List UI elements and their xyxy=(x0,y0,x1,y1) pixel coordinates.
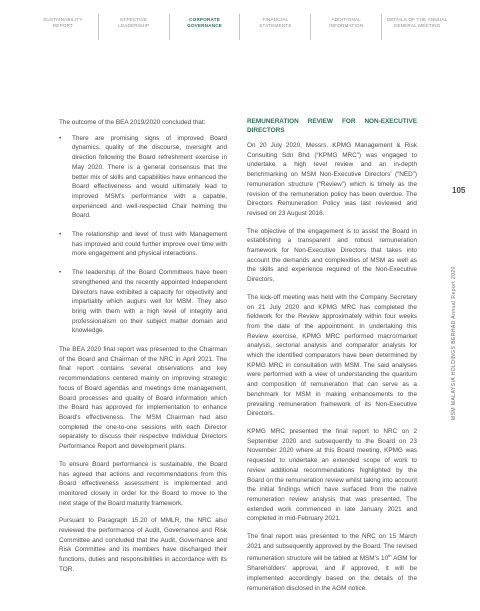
left-column xyxy=(59,118,227,583)
nav-agm-details[interactable]: DETAILS OF THE ANNUAL GENERAL MEETING xyxy=(381,14,452,40)
nav-corporate-governance[interactable]: CORPORATE GOVERNANCE xyxy=(169,14,240,40)
final-report-approval-paragraph: The final report was presented to the NRC on 15 March 2021 and subsequently approved by the Board. The revised remuneration structure will be tabled at MSM’s 10th AGM for Shareholders’ approval, and if approved, it will be implemented accordingly based on the details of the remuneration disclosed in the AGM notice. xyxy=(247,533,418,592)
kpmg-engagement-paragraph: On 20 July 2020, Messrs. KPMG Management & Risk Consulting Sdn Bhd (“KPMG MRC”) was engaged to undertake a high level review and an in-depth benchmarking on MSM Non-Executive Directors’ (“NED”) remuneration structure (“Review”) which is timely as the revision of the remuneration policy has been overdue. The Directors Remuneration Policy was last reviewed and revised on 23 August 2016. xyxy=(247,142,417,217)
right-column xyxy=(247,118,417,601)
final-report-presentation-paragraph: KPMG MRC presented the final report to NRC on 2 September 2020 and subsequently to the Board on 23 November 2020 where at this Board meeting, KPMG was requested to undertake an extended scope of work to review additional recommendations highlighted by the Board on the remuneration review whilst taking into account the initial findings which have surfaced from the native remuneration review analysis that was presented. The extended work commenced in late January 2021 and completed in mid-February 2021. xyxy=(247,427,417,523)
list-item: • The relationship and level of trust with Management has improved and could further improve over time with more engagement and physical interactions. xyxy=(59,231,227,258)
page-number: 105 xyxy=(452,186,466,195)
list-item: • The leadership of the Board Committees have been strengthened and the recently appointed Independent Directors have exhibited a capacity for objectivity and impartiality which augurs well for MSM. They also bring with them with a high level of integrity and professionalism on their subject matter domain and knowledge. xyxy=(59,269,227,335)
nav-effective-leadership[interactable]: EFFECTIVE LEADERSHIP xyxy=(98,14,169,40)
list-item: • There are promising signs of improved Board dynamics, quality of the discourse, oversight and direction following the Board refreshment exercise in May 2020. There is a general consensus that the better mix of skills and capabilities have enhanced the Board effectiveness and would ultimately lead to improved MSM’s performance with a capable, experienced and well-respected Chair helming the Board. xyxy=(59,134,227,220)
section-navigation xyxy=(28,14,452,40)
bullet-icon: • xyxy=(59,269,62,277)
nav-additional-information[interactable]: ADDITIONAL INFORMATION xyxy=(310,14,381,40)
bea-outcome-intro: The outcome of the BEA 2019/2020 concluded that: xyxy=(59,119,206,126)
bea-final-report-paragraph: The BEA 2020 final report was presented to the Chairman of the Board and Chairman of the NRC in April 2021. The final report contains several observations and key recommendations centered mainly on improving strategic focus of Board agendas and meetings time management, Board processes and quality of Board information which the Board has approved for implementation to enhance Board’s effectiveness. The MSM Chairman had also completed the one-to-one sessions with each Director separately to discuss their respective Individual Directors Performance Report and development plans. xyxy=(59,346,227,451)
nav-sustainability-report[interactable]: SUSTAINABILITY REPORT xyxy=(43,17,83,28)
section-heading: REMUNERATION REVIEW FOR NON-EXECUTIVE DIRECTORS xyxy=(247,118,417,134)
engagement-objective-paragraph: The objective of the engagement is to assist the Board in establishing a transparent and robust remuneration framework for Non-Executive Directors that takes into account the demands and complexities of MSM as well as the skills and experience required of the Non-Executive Directors. xyxy=(247,227,417,284)
kickoff-meeting-paragraph: The kick-off meeting was held with the Company Secretary on 21 July 2020 and KPMG MRC has completed the fieldwork for the Review approximately within four weeks from the date of the appointment. In undertaking this Review exercise, KPMG MRC performed macro/market analysis, sectorial analysis and comparator analysis for which the identified comparators have been determined by KPMG MRC in consultation with MSM. The said analyses were performed with a view of understanding the quantum and composition of remuneration that can serve as a benchmark for MSM in making enhancements to the prevailing remuneration framework of its Non-Executive Directors. xyxy=(247,293,417,418)
bullet-icon: • xyxy=(59,134,62,142)
board-performance-paragraph: To ensure Board performance is sustainable, the Board has agreed that actions and recommendations from this Board effectiveness assessment is implemented and monitored closely in order for the Board to move to the next stage of the Board maturity framework. xyxy=(59,460,227,507)
bullet-icon: • xyxy=(59,231,62,239)
nav-financial-statements[interactable]: FINANCIAL STATEMENTS xyxy=(239,14,310,40)
agrc-review-paragraph: Pursuant to Paragraph 15.20 of MMLR, the NRC also reviewed the performance of Audit, Governance and Risk Committee and concluded that the Audit, Governance and Risk Committee and its members have discharged their functions, duties and responsibilities in accordance with its TOR. xyxy=(59,517,227,573)
